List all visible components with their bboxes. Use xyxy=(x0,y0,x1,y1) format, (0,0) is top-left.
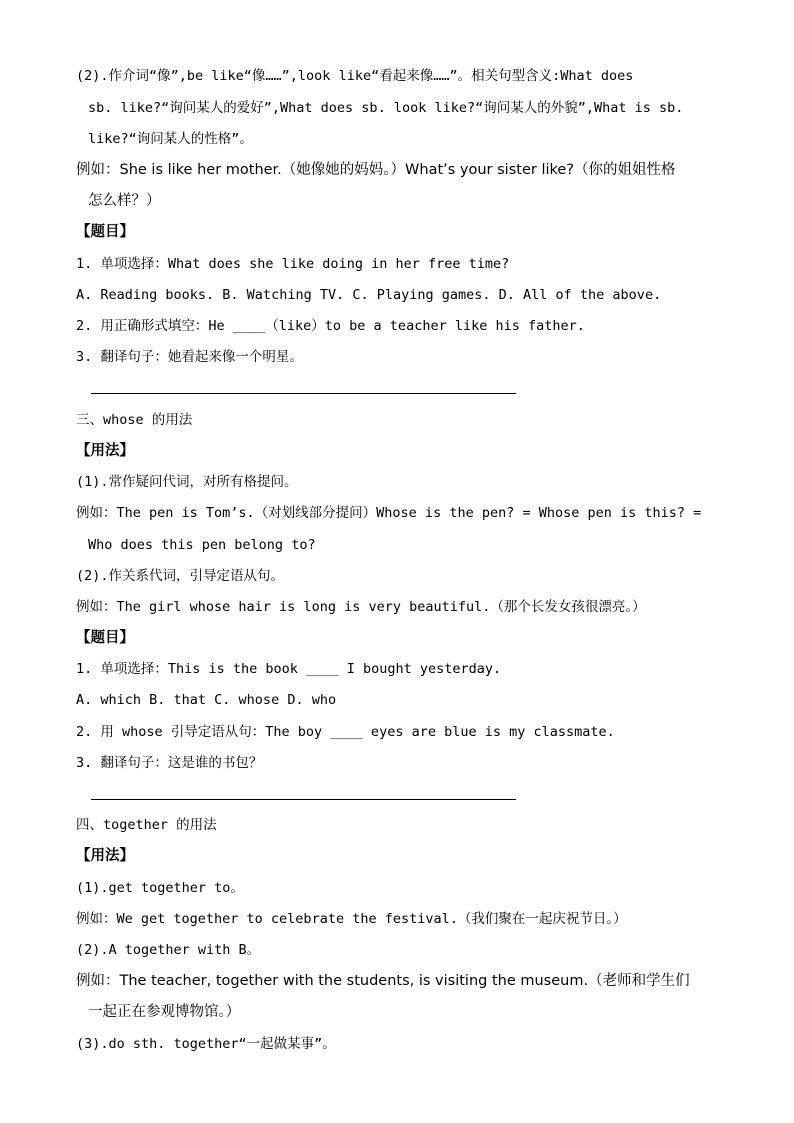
example-line: 例如：We get together to celebrate the festival.（我们聚在一起庆祝节日。） xyxy=(76,911,627,927)
example-line: 例如：The girl whose hair is long is very beautiful.（那个长发女孩很漂亮。） xyxy=(76,599,646,615)
section-heading: 【题目】 xyxy=(76,630,134,646)
text-line: sb. like?“询问某人的爱好”,What does sb. look like?“询问某人的外貌”,What is sb. xyxy=(88,100,684,116)
text-line: (3).do sth. together“一起做某事”。 xyxy=(76,1036,336,1052)
question-line: 1. 单项选择：What does she like doing in her free time? xyxy=(76,256,510,272)
text-line: (1).get together to。 xyxy=(76,880,244,896)
options-line: A. which B. that C. whose D. who xyxy=(76,692,337,708)
example-line: Who does this pen belong to? xyxy=(88,537,316,553)
section-heading: 【用法】 xyxy=(76,443,134,459)
example-line: 例如：The pen is Tom’s.（对划线部分提问）Whose is the pen? = Whose pen is this? = xyxy=(76,505,702,521)
question-line: 3. 翻译句子：她看起来像一个明星。 xyxy=(76,349,303,365)
options-line: A. Reading books. B. Watching TV. C. Playing games. D. All of the above. xyxy=(76,287,662,303)
text-line: (2).作介词“像”,be like“像……”,look like“看起来像……”。相关句型含义:What does xyxy=(76,68,634,84)
text-line: (1).常作疑问代词，对所有格提问。 xyxy=(76,474,298,490)
section-heading: 【用法】 xyxy=(76,848,134,864)
example-line: 怎么样？） xyxy=(88,193,161,209)
example-line: 例如：She is like her mother.（她像她的妈妈。）What’s your sister like?（你的姐姐性格 xyxy=(76,162,676,178)
answer-line xyxy=(91,393,516,394)
section-title: 四、together 的用法 xyxy=(76,817,217,833)
question-line: 2. 用 whose 引导定语从句：The boy ____ eyes are blue is my classmate. xyxy=(76,724,615,740)
example-line: 一起正在参观博物馆。） xyxy=(88,1004,241,1020)
text-line: (2).A together with B。 xyxy=(76,942,261,958)
section-title: 三、whose 的用法 xyxy=(76,412,193,428)
section-heading: 【题目】 xyxy=(76,224,134,240)
question-line: 1. 单项选择：This is the book ____ I bought yesterday. xyxy=(76,661,502,677)
answer-line xyxy=(91,799,516,800)
example-line: 例如：The teacher, together with the students, is visiting the museum.（老师和学生们 xyxy=(76,973,690,989)
text-line: (2).作关系代词，引导定语从句。 xyxy=(76,568,285,584)
question-line: 3. 翻译句子：这是谁的书包？ xyxy=(76,755,263,771)
text-line: like?“询问某人的性格”。 xyxy=(88,131,253,147)
question-line: 2. 用正确形式填空：He ____（like）to be a teacher like his father. xyxy=(76,318,585,334)
